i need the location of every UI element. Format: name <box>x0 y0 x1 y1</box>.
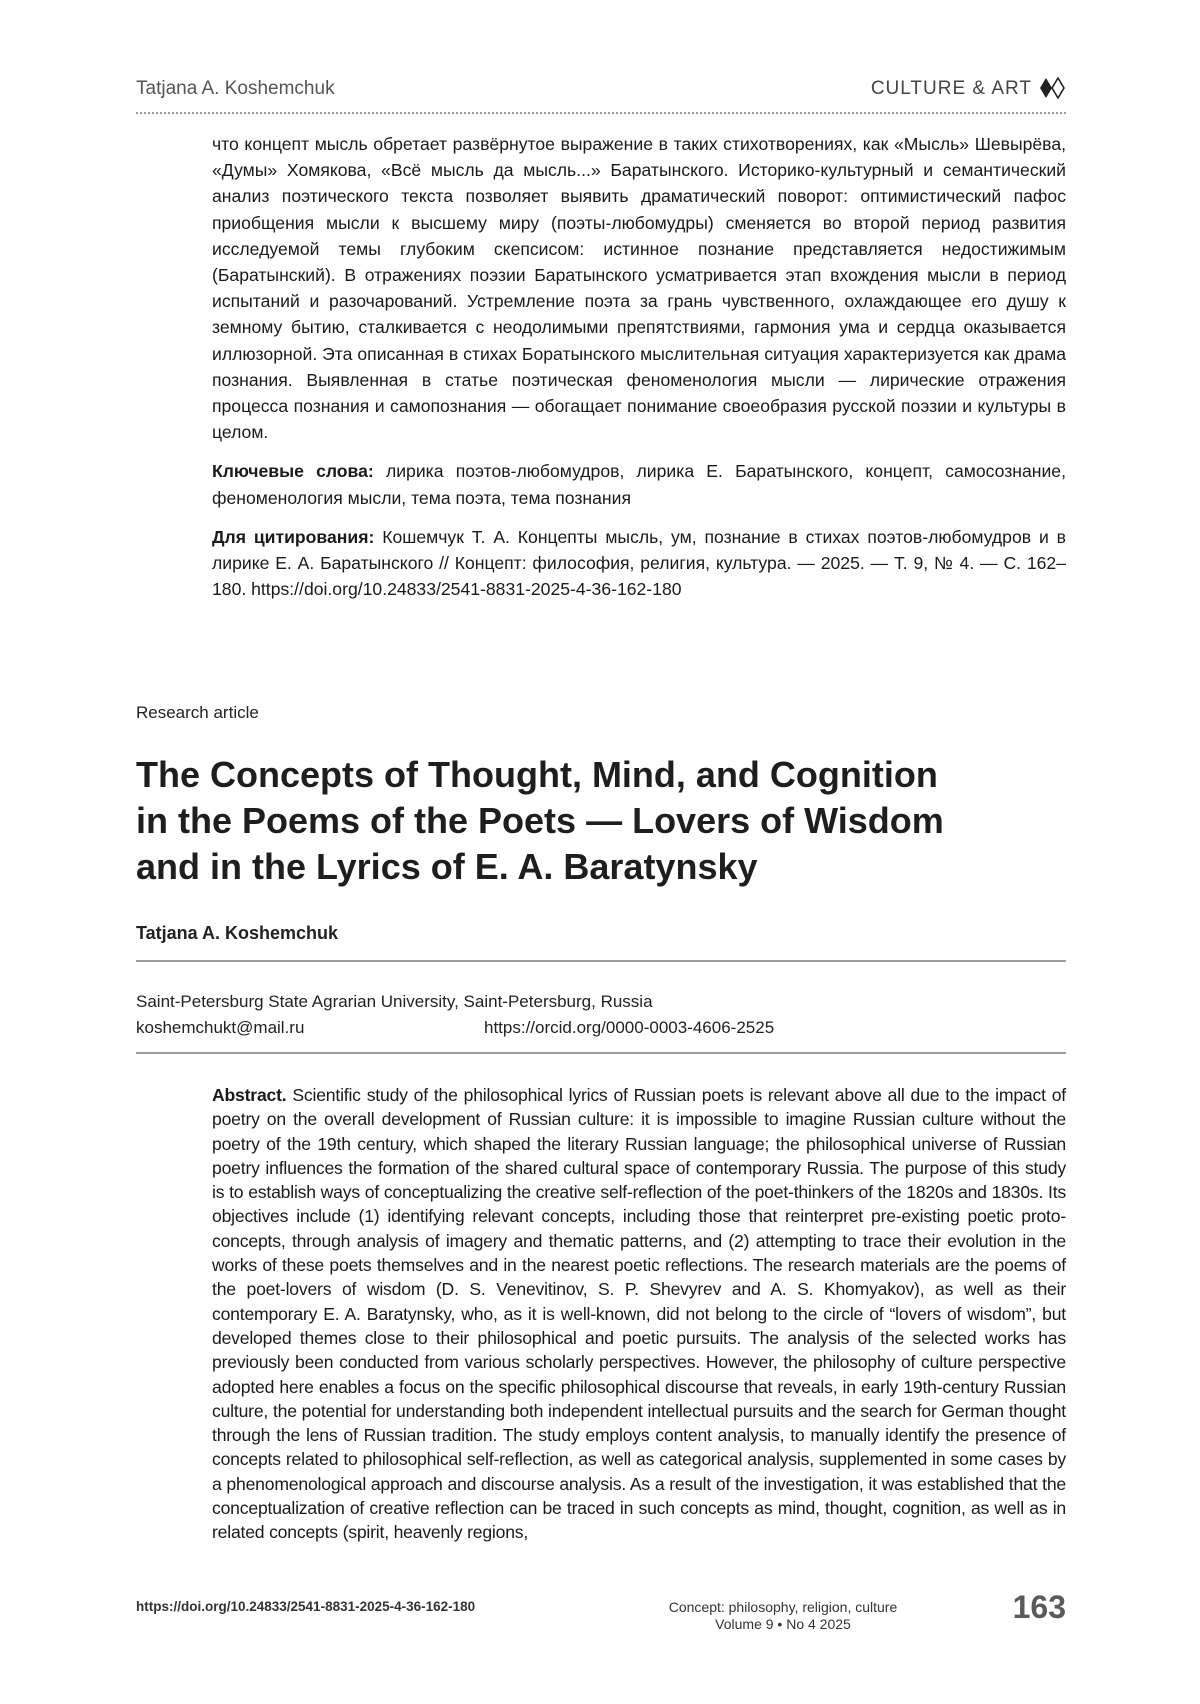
article-author: Tatjana A. Koshemchuk <box>136 923 339 943</box>
russian-abstract-continuation: что концепт мысль обретает развёрнутое выражение в таких стихотворениях, как «Мысль» Шевырёва, «Думы» Хомякова, «Всё мысль да мысль...» Баратынского. Историко-культурный и семантический анализ поэтического текста позволяет выявить драматический поворот: оптимистический пафос приобщения мысли к высшему миру (поэты-любомудры) сменяется во второй период развития исследуемой темы глубоким скепсисом: истинное познание представляется недостижимым (Баратынский). В отражениях поэзии Баратынского усматривается этап вхождения мысли в период испытаний и разочарований. Устремление поэта за грань чувственного, охлаждающее его душу к земному бытию, сталкивается с неодолимыми препятствиями, гармония ума и сердца оказывается иллюзорной. Эта описанная в стихах Боратынского мыслительная ситуация характеризуется как драма познания. Выявленная в статье поэтическая феноменология мысли — лирические отражения процесса познания и самопознания — обогащает понимание своеобразия русской поэзии и культуры в целом. <box>212 134 1066 443</box>
russian-keywords <box>212 458 1066 510</box>
article-title <box>136 752 1066 890</box>
page-number: 163 <box>1012 1589 1066 1625</box>
divider <box>136 960 1066 962</box>
footer-doi-link[interactable]: https://doi.org/10.24833/2541-8831-2025-4-36-162-180 <box>136 1599 476 1614</box>
running-header <box>136 74 1066 114</box>
author-email-link[interactable]: koshemchukt@mail.ru <box>136 1018 305 1037</box>
russian-abstract-block <box>212 131 1066 602</box>
abstract-paragraph <box>212 1083 1066 1545</box>
citation-text: Кошемчук Т. А. Концепты мысль, ум, познание в стихах поэтов-любомудров и в лирике Е. А. Баратынского // Концепт: философия, религия, культура. — 2025. — Т. 9, № 4. — С. 162–180. https://doi.org/10.24833/2541-8831-2025-4-36-162-180 <box>212 526 1066 600</box>
author-affiliation: Saint-Petersburg State Agrarian University, Saint-Petersburg, Russia <box>136 992 653 1011</box>
title-line: and in the Lyrics of E. A. Baratynsky <box>136 846 758 887</box>
english-abstract <box>212 1083 1066 1545</box>
journal-logo-icon <box>1038 76 1066 100</box>
keywords-label: Ключевые слова: <box>212 461 374 482</box>
header-author: Tatjana A. Koshemchuk <box>136 78 335 99</box>
abstract-text: Scientific study of the philosophical lyrics of Russian poets is relevant above all due to the impact of poetry on the overall development of Russian culture: it is impossible to imagine Russian culture without the poetry of the 19th century, which shaped the literary Russian language; the philosophical universe of Russian poetry influences the formation of the shared cultural space of contemporary Russia. The purpose of this study is to establish ways of conceptualizing the creative self-reflection of the poet-thinkers of the 1820s and 1830s. Its objectives include (1) identifying relevant concepts, including those that reinterpret pre-existing poetic proto-concepts, through analysis of imagery and thematic patterns, and (2) attempting to trace their evolution in the works of these poets themselves and in the nearest poetic reflections. The research materials are the poems of the poet-lovers of wisdom (D. S. Venevitinov, S. P. Shevyrev and A. S. Khomyakov), as well as their contemporary E. A. Baratynsky, who, as it is well-known, did not belong to the circle of “lovers of wisdom”, but developed themes close to their philosophical and poetic pursuits. The analysis of the selected works has previously been conducted from various scholarly perspectives. However, the philosophy of culture perspective adopted here enables a focus on the specific philosophical discourse that reveals, in early 19th-century Russian culture, the potential for understanding both independent intellectual pursuits and the search for German thought through the lens of Russian tradition. The study employs content analysis, to manually identify the presence of concepts related to philosophical self-reflection, as well as categorical analysis, supplemented in some cases by a phenomenological approach and discourse analysis. As a result of the investigation, it was established that the conceptualization of creative reflection can be traced in such concepts as mind, thought, cognition, as well as in related concepts (spirit, heavenly regions, <box>212 1085 1066 1543</box>
footer-journal-info <box>648 1599 918 1633</box>
keywords-text: лирика поэтов-любомудров, лирика Е. Баратынского, концепт, самосознание, феноменология мысли, тема поэта, тема познания <box>212 461 1066 508</box>
footer-journal-name: Concept: philosophy, religion, culture <box>668 1599 898 1615</box>
title-line: in the Poems of the Poets — Lovers of Wisdom <box>136 800 944 841</box>
russian-citation <box>212 524 1066 603</box>
title-line: The Concepts of Thought, Mind, and Cognition <box>136 754 938 795</box>
footer-volume: Volume 9 • No 4 2025 <box>715 1616 851 1632</box>
article-type: Research article <box>136 703 259 722</box>
header-section: CULTURE & ART <box>870 78 1032 99</box>
divider <box>136 1052 1066 1054</box>
author-orcid-link[interactable]: https://orcid.org/0000-0003-4606-2525 <box>484 1018 775 1037</box>
abstract-label: Abstract. <box>212 1085 287 1105</box>
citation-label: Для цитирования: <box>212 526 375 547</box>
